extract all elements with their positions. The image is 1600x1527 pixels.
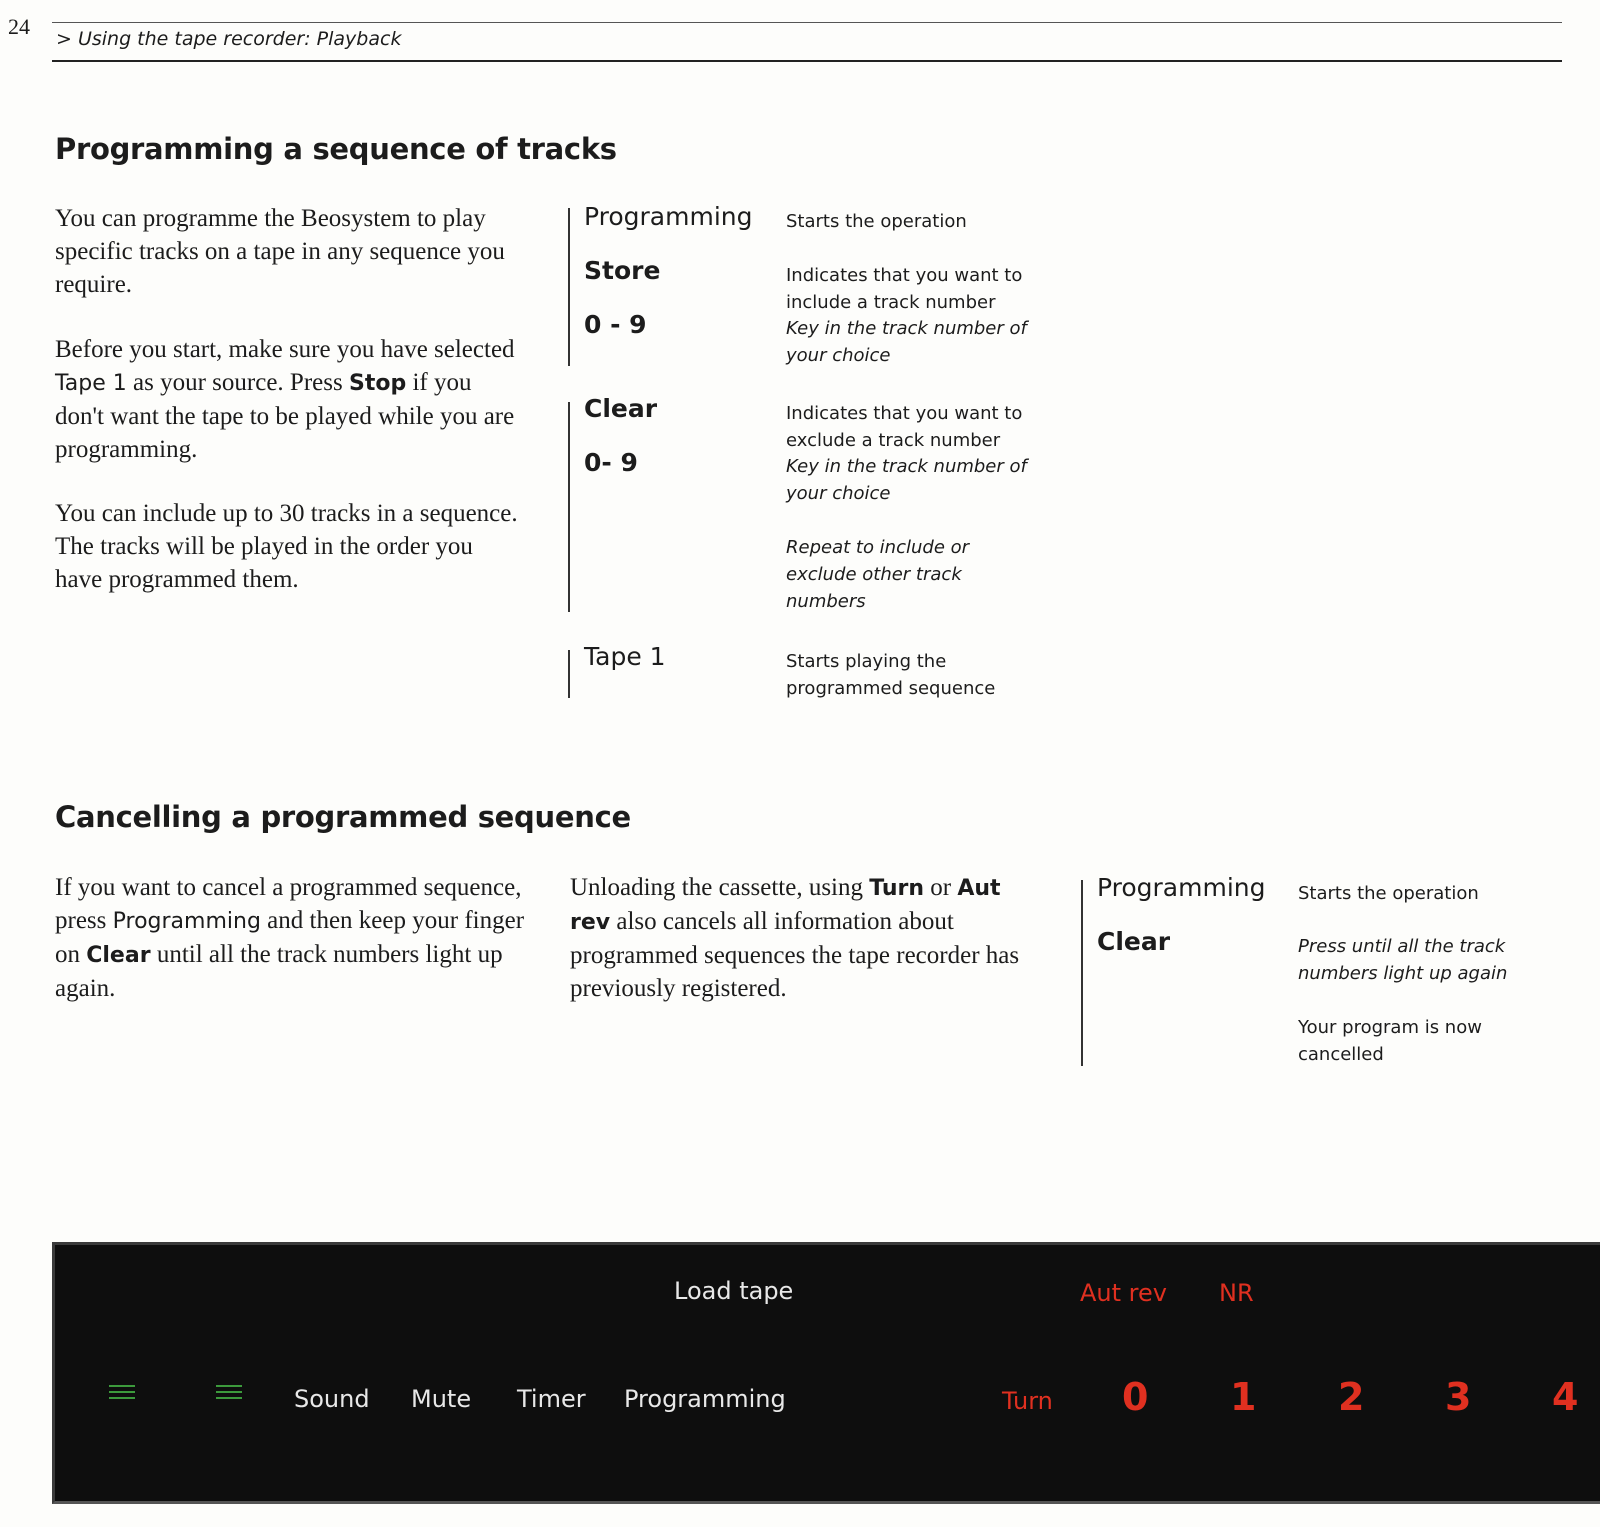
step-key-programming: Programming xyxy=(584,202,753,231)
digit-3-button[interactable]: 3 xyxy=(1445,1375,1472,1419)
header-rule-bottom xyxy=(52,60,1562,62)
step-desc: Key in the track number of your choice xyxy=(786,456,1027,504)
remote-control-panel xyxy=(52,1242,1600,1504)
digit-1-button[interactable]: 1 xyxy=(1230,1375,1257,1419)
header-rule-top xyxy=(52,22,1562,23)
step-desc: Press until all the track numbers light up again xyxy=(1298,936,1508,984)
breadcrumb: > Using the tape recorder: Playback xyxy=(56,28,402,50)
step-group-bar xyxy=(568,650,570,698)
section-heading-cancelling: Cancelling a programmed sequence xyxy=(55,800,631,834)
section-heading-programming: Programming a sequence of tracks xyxy=(55,132,617,166)
step-desc-repeat: Repeat to include or exclude other track numbers xyxy=(786,537,970,612)
step-key-tape1: Tape 1 xyxy=(584,642,666,671)
timer-button[interactable]: Timer xyxy=(517,1385,586,1413)
track-limit-paragraph: You can include up to 30 tracks in a sequence. The tracks will be played in the order you have programmed them. xyxy=(55,500,518,593)
step-desc-cancelled: Your program is now cancelled xyxy=(1298,1017,1482,1065)
step-group-bar xyxy=(568,402,570,612)
intro-paragraph: You can programme the Beosystem to play specific tracks on a tape in any sequence you require. xyxy=(55,205,505,298)
step-key-store: Store xyxy=(584,256,661,285)
load-tape-label[interactable]: Load tape xyxy=(674,1277,794,1305)
digit-0-button[interactable]: 0 xyxy=(1122,1375,1149,1419)
step-desc: Indicates that you want to exclude a track number xyxy=(786,403,1023,451)
before-start-paragraph: Before you start, make sure you have selected Tape 1 as your source. Press Stop if you don't want the tape to be played while you are programming. xyxy=(55,336,515,463)
step-desc: Starts playing the programmed sequence xyxy=(786,651,996,699)
indicator-lines-icon xyxy=(216,1385,242,1407)
step-group-bar xyxy=(568,208,570,366)
digit-2-button[interactable]: 2 xyxy=(1338,1375,1365,1419)
step-desc: Starts the operation xyxy=(1298,883,1479,904)
page-number: 24 xyxy=(8,14,30,39)
step-key-digits: 0 - 9 xyxy=(584,310,647,339)
aut-rev-label[interactable]: Aut rev xyxy=(1080,1279,1167,1307)
indicator-lines-icon xyxy=(109,1385,135,1407)
step-desc: Key in the track number of your choice xyxy=(786,318,1027,366)
turn-button[interactable]: Turn xyxy=(1002,1387,1053,1415)
unloading-paragraph: Unloading the cassette, using Turn or Aut rev also cancels all information about programmed sequences the tape recorder has previously registered. xyxy=(570,874,1020,1002)
step-key-clear: Clear xyxy=(584,394,658,423)
step-desc: Starts the operation xyxy=(786,211,967,232)
step-group-bar xyxy=(1081,880,1083,1066)
nr-label[interactable]: NR xyxy=(1219,1279,1254,1307)
cancel-paragraph: If you want to cancel a programmed sequence, press Programming and then keep your finger on Clear until all the track numbers light up again. xyxy=(55,874,525,1002)
step-key-clear: Clear xyxy=(1097,927,1171,956)
digit-4-button[interactable]: 4 xyxy=(1552,1375,1579,1419)
step-desc: Indicates that you want to include a track number xyxy=(786,265,1023,313)
programming-button[interactable]: Programming xyxy=(624,1385,786,1413)
step-key-digits: 0- 9 xyxy=(584,448,638,477)
mute-button[interactable]: Mute xyxy=(411,1385,472,1413)
sound-button[interactable]: Sound xyxy=(294,1385,370,1413)
step-key-programming: Programming xyxy=(1097,873,1266,902)
